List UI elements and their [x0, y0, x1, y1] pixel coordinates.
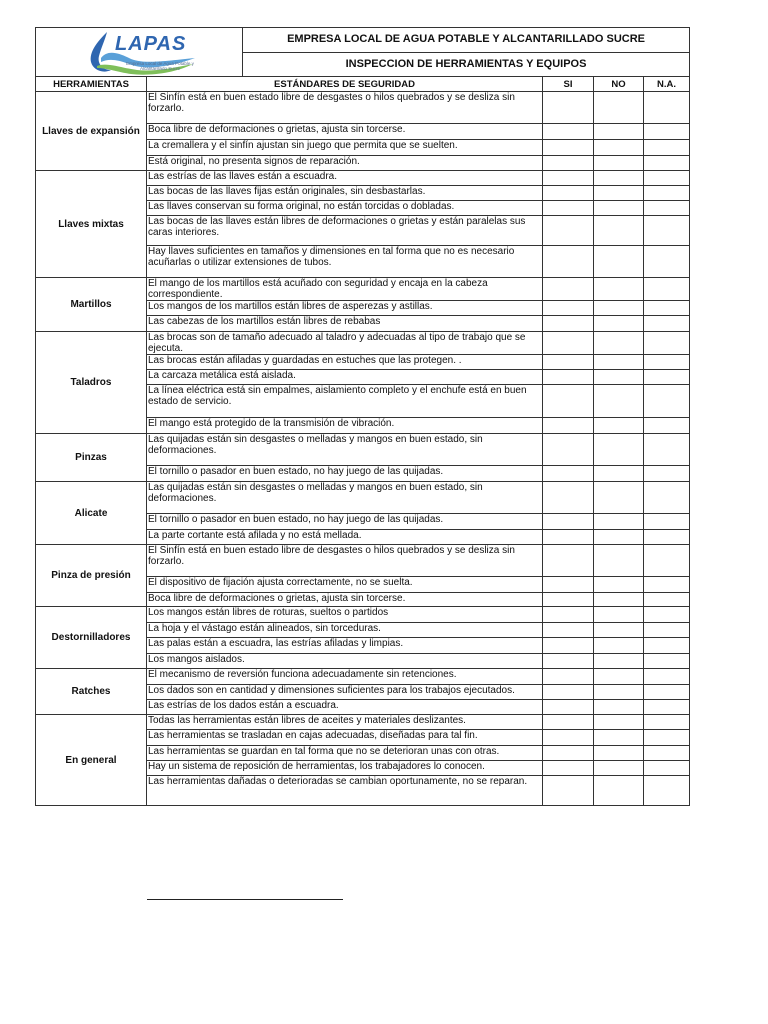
check-cell-na[interactable] — [644, 370, 690, 385]
safety-standard: Hay un sistema de reposición de herramientas, los trabajadores lo conocen. — [147, 761, 543, 776]
safety-standard: Las herramientas se guardan en tal forma que no se deterioran unas con otras. — [147, 746, 543, 761]
check-cell-na[interactable] — [644, 715, 690, 730]
check-cell-na[interactable] — [644, 730, 690, 746]
safety-standard: Los mangos están libres de roturas, sueltos o partidos — [147, 607, 543, 623]
check-cell-no[interactable] — [594, 623, 644, 638]
check-cell-no[interactable] — [594, 171, 644, 186]
check-cell-na[interactable] — [644, 332, 690, 355]
check-cell-yes[interactable] — [543, 700, 594, 715]
check-cell-no[interactable] — [594, 654, 644, 669]
check-cell-no[interactable] — [594, 92, 644, 124]
check-cell-yes[interactable] — [543, 623, 594, 638]
table-row — [36, 278, 690, 301]
safety-standard: El tornillo o pasador en buen estado, no hay juego de las quijadas. — [147, 466, 543, 482]
table-row — [36, 715, 690, 730]
check-cell-no[interactable] — [594, 514, 644, 530]
check-cell-na[interactable] — [644, 434, 690, 466]
tool-category: Taladros — [36, 332, 147, 434]
logo-wordmark: LAPAS — [115, 33, 187, 55]
form-title: INSPECCION DE HERRAMIENTAS Y EQUIPOS — [243, 52, 690, 77]
check-cell-no[interactable] — [594, 216, 644, 246]
check-cell-yes[interactable] — [543, 730, 594, 746]
check-cell-no[interactable] — [594, 355, 644, 370]
check-cell-yes[interactable] — [543, 466, 594, 482]
safety-standard: La hoja y el vástago están alineados, sin torceduras. — [147, 623, 543, 638]
check-cell-na[interactable] — [644, 700, 690, 715]
inspection-table — [35, 27, 690, 806]
check-cell-na[interactable] — [644, 140, 690, 156]
safety-standard: Las cabezas de los martillos están libres de rebabas — [147, 316, 543, 332]
safety-standard: Las estrías de las llaves están a escuadra. — [147, 171, 543, 186]
check-cell-yes[interactable] — [543, 332, 594, 355]
safety-standard: Las quijadas están sin desgastes o melladas y mangos en buen estado, sin deformaciones. — [147, 482, 543, 514]
check-cell-no[interactable] — [594, 466, 644, 482]
check-cell-na[interactable] — [644, 607, 690, 623]
check-cell-na[interactable] — [644, 316, 690, 332]
table-row — [36, 607, 690, 623]
check-cell-no[interactable] — [594, 482, 644, 514]
signature-line — [147, 899, 343, 900]
safety-standard: Las bocas de las llaves están libres de deformaciones o grietas y están paralelas sus caras interiores. — [147, 216, 543, 246]
safety-standard: Las herramientas se trasladan en cajas adecuadas, diseñadas para tal fin. — [147, 730, 543, 746]
check-cell-yes[interactable] — [543, 434, 594, 466]
safety-standard: Las estrías de los dados están a escuadra. — [147, 700, 543, 715]
check-cell-na[interactable] — [644, 355, 690, 370]
check-cell-no[interactable] — [594, 577, 644, 593]
check-cell-no[interactable] — [594, 385, 644, 418]
check-cell-no[interactable] — [594, 124, 644, 140]
column-header-no: NO — [594, 77, 644, 92]
safety-standard: Las quijadas están sin desgastes o melladas y mangos en buen estado, sin deformaciones. — [147, 434, 543, 466]
check-cell-no[interactable] — [594, 301, 644, 316]
tool-category: Ratches — [36, 669, 147, 715]
safety-standard: Las brocas están afiladas y guardadas en estuches que las protegen. . — [147, 355, 543, 370]
check-cell-no[interactable] — [594, 530, 644, 545]
check-cell-yes[interactable] — [543, 593, 594, 607]
table-row — [36, 92, 690, 124]
check-cell-na[interactable] — [644, 623, 690, 638]
tool-category: Martillos — [36, 278, 147, 332]
table-row — [36, 482, 690, 514]
check-cell-yes[interactable] — [543, 715, 594, 730]
check-cell-yes[interactable] — [543, 316, 594, 332]
check-cell-yes[interactable] — [543, 530, 594, 545]
check-cell-yes[interactable] — [543, 92, 594, 124]
column-header-na: N.A. — [644, 77, 690, 92]
safety-standard: Las herramientas dañadas o deterioradas se cambian oportunamente, no se reparan. — [147, 776, 543, 806]
check-cell-no[interactable] — [594, 201, 644, 216]
check-cell-no[interactable] — [594, 761, 644, 776]
safety-standard: El Sinfín está en buen estado libre de desgastes o hilos quebrados y se desliza sin forzarlo. — [147, 545, 543, 577]
table-row — [36, 332, 690, 355]
company-logo — [77, 28, 201, 76]
check-cell-no[interactable] — [594, 186, 644, 201]
check-cell-yes[interactable] — [543, 607, 594, 623]
check-cell-yes[interactable] — [543, 482, 594, 514]
check-cell-na[interactable] — [644, 278, 690, 301]
check-cell-yes[interactable] — [543, 776, 594, 806]
safety-standard: Las palas están a escuadra, las estrías afiladas y limpias. — [147, 638, 543, 654]
column-header-standards: ESTÁNDARES DE SEGURIDAD — [147, 77, 543, 92]
safety-standard: Los mangos aislados. — [147, 654, 543, 669]
check-cell-yes[interactable] — [543, 669, 594, 685]
check-cell-no[interactable] — [594, 776, 644, 806]
safety-standard: Los dados son en cantidad y dimensiones suficientes para los trabajos ejecutados. — [147, 685, 543, 700]
safety-standard: Hay llaves suficientes en tamaños y dimensiones en tal forma que no es necesario acuñarlas o utilizar extensiones de tubos. — [147, 246, 543, 278]
check-cell-na[interactable] — [644, 761, 690, 776]
table-row — [36, 171, 690, 186]
check-cell-na[interactable] — [644, 577, 690, 593]
logo-subtext: Empresa Local de Agua Potable y Alcantarillado Sucre — [126, 61, 194, 71]
check-cell-na[interactable] — [644, 514, 690, 530]
table-row — [36, 434, 690, 466]
check-cell-yes[interactable] — [543, 186, 594, 201]
check-cell-na[interactable] — [644, 685, 690, 700]
safety-standard: La línea eléctrica está sin empalmes, aislamiento completo y el enchufe está en buen estado de servicio. — [147, 385, 543, 418]
safety-standard: El mecanismo de reversión funciona adecuadamente sin retenciones. — [147, 669, 543, 685]
safety-standard: Todas las herramientas están libres de aceites y materiales deslizantes. — [147, 715, 543, 730]
check-cell-no[interactable] — [594, 418, 644, 434]
tool-category: Pinzas — [36, 434, 147, 482]
logo-cell — [36, 28, 243, 77]
safety-standard: La carcaza metálica está aislada. — [147, 370, 543, 385]
check-cell-no[interactable] — [594, 730, 644, 746]
safety-standard: El mango está protegido de la transmisión de vibración. — [147, 418, 543, 434]
check-cell-yes[interactable] — [543, 278, 594, 301]
check-cell-no[interactable] — [594, 140, 644, 156]
check-cell-no[interactable] — [594, 593, 644, 607]
check-cell-na[interactable] — [644, 156, 690, 171]
check-cell-na[interactable] — [644, 385, 690, 418]
check-cell-na[interactable] — [644, 593, 690, 607]
check-cell-yes[interactable] — [543, 171, 594, 186]
company-name: EMPRESA LOCAL DE AGUA POTABLE Y ALCANTARILLADO SUCRE — [243, 28, 690, 53]
tool-category: Pinza de presión — [36, 545, 147, 607]
check-cell-no[interactable] — [594, 607, 644, 623]
check-cell-yes[interactable] — [543, 761, 594, 776]
check-cell-yes[interactable] — [543, 577, 594, 593]
check-cell-yes[interactable] — [543, 545, 594, 577]
safety-standard: Está original, no presenta signos de reparación. — [147, 156, 543, 171]
check-cell-yes[interactable] — [543, 514, 594, 530]
tool-category: Llaves de expansión — [36, 92, 147, 171]
safety-standard: Los mangos de los martillos están libres de asperezas y astillas. — [147, 301, 543, 316]
safety-standard: El tornillo o pasador en buen estado, no hay juego de las quijadas. — [147, 514, 543, 530]
tool-category: Alicate — [36, 482, 147, 545]
check-cell-yes[interactable] — [543, 385, 594, 418]
check-cell-na[interactable] — [644, 466, 690, 482]
check-cell-no[interactable] — [594, 715, 644, 730]
check-cell-yes[interactable] — [543, 301, 594, 316]
check-cell-no[interactable] — [594, 332, 644, 355]
check-cell-na[interactable] — [644, 186, 690, 201]
tool-category: En general — [36, 715, 147, 806]
check-cell-yes[interactable] — [543, 746, 594, 761]
check-cell-no[interactable] — [594, 434, 644, 466]
safety-standard: Las bocas de las llaves fijas están originales, sin desbastarlas. — [147, 186, 543, 201]
check-cell-yes[interactable] — [543, 246, 594, 278]
check-cell-yes[interactable] — [543, 355, 594, 370]
check-cell-na[interactable] — [644, 530, 690, 545]
safety-standard: La cremallera y el sinfín ajustan sin juego que permita que se suelten. — [147, 140, 543, 156]
check-cell-no[interactable] — [594, 370, 644, 385]
check-cell-na[interactable] — [644, 776, 690, 806]
check-cell-yes[interactable] — [543, 654, 594, 669]
check-cell-na[interactable] — [644, 201, 690, 216]
tool-category: Llaves mixtas — [36, 171, 147, 278]
check-cell-na[interactable] — [644, 216, 690, 246]
check-cell-no[interactable] — [594, 638, 644, 654]
check-cell-na[interactable] — [644, 92, 690, 124]
check-cell-no[interactable] — [594, 746, 644, 761]
check-cell-na[interactable] — [644, 482, 690, 514]
check-cell-no[interactable] — [594, 669, 644, 685]
safety-standard: Las brocas son de tamaño adecuado al taladro y adecuadas al tipo de trabajo que se ejecuta. — [147, 332, 543, 355]
check-cell-no[interactable] — [594, 685, 644, 700]
check-cell-no[interactable] — [594, 156, 644, 171]
check-cell-yes[interactable] — [543, 685, 594, 700]
table-row — [36, 545, 690, 577]
check-cell-no[interactable] — [594, 246, 644, 278]
safety-standard: Boca libre de deformaciones o grietas, ajusta sin torcerse. — [147, 593, 543, 607]
check-cell-yes[interactable] — [543, 216, 594, 246]
check-cell-na[interactable] — [644, 654, 690, 669]
check-cell-yes[interactable] — [543, 370, 594, 385]
check-cell-yes[interactable] — [543, 418, 594, 434]
check-cell-na[interactable] — [644, 545, 690, 577]
check-cell-na[interactable] — [644, 418, 690, 434]
check-cell-na[interactable] — [644, 301, 690, 316]
check-cell-yes[interactable] — [543, 156, 594, 171]
check-cell-no[interactable] — [594, 545, 644, 577]
safety-standard: El dispositivo de fijación ajusta correctamente, no se suelta. — [147, 577, 543, 593]
check-cell-na[interactable] — [644, 124, 690, 140]
safety-standard: Boca libre de deformaciones o grietas, ajusta sin torcerse. — [147, 124, 543, 140]
safety-standard: Las llaves conservan su forma original, no están torcidas o dobladas. — [147, 201, 543, 216]
safety-standard: La parte cortante está afilada y no está mellada. — [147, 530, 543, 545]
check-cell-no[interactable] — [594, 700, 644, 715]
tool-category: Destornilladores — [36, 607, 147, 669]
safety-standard: El Sinfín está en buen estado libre de desgastes o hilos quebrados y se desliza sin forzarlo. — [147, 92, 543, 124]
check-cell-yes[interactable] — [543, 124, 594, 140]
column-header-yes: SI — [543, 77, 594, 92]
safety-standard: El mango de los martillos está acuñado con seguridad y encaja en la cabeza correspondiente. — [147, 278, 543, 301]
check-cell-na[interactable] — [644, 638, 690, 654]
column-header-tools: HERRAMIENTAS — [36, 77, 147, 92]
check-cell-na[interactable] — [644, 669, 690, 685]
check-cell-na[interactable] — [644, 746, 690, 761]
check-cell-yes[interactable] — [543, 638, 594, 654]
check-cell-na[interactable] — [644, 171, 690, 186]
check-cell-no[interactable] — [594, 278, 644, 301]
check-cell-no[interactable] — [594, 316, 644, 332]
check-cell-yes[interactable] — [543, 201, 594, 216]
check-cell-yes[interactable] — [543, 140, 594, 156]
table-row — [36, 669, 690, 685]
check-cell-na[interactable] — [644, 246, 690, 278]
